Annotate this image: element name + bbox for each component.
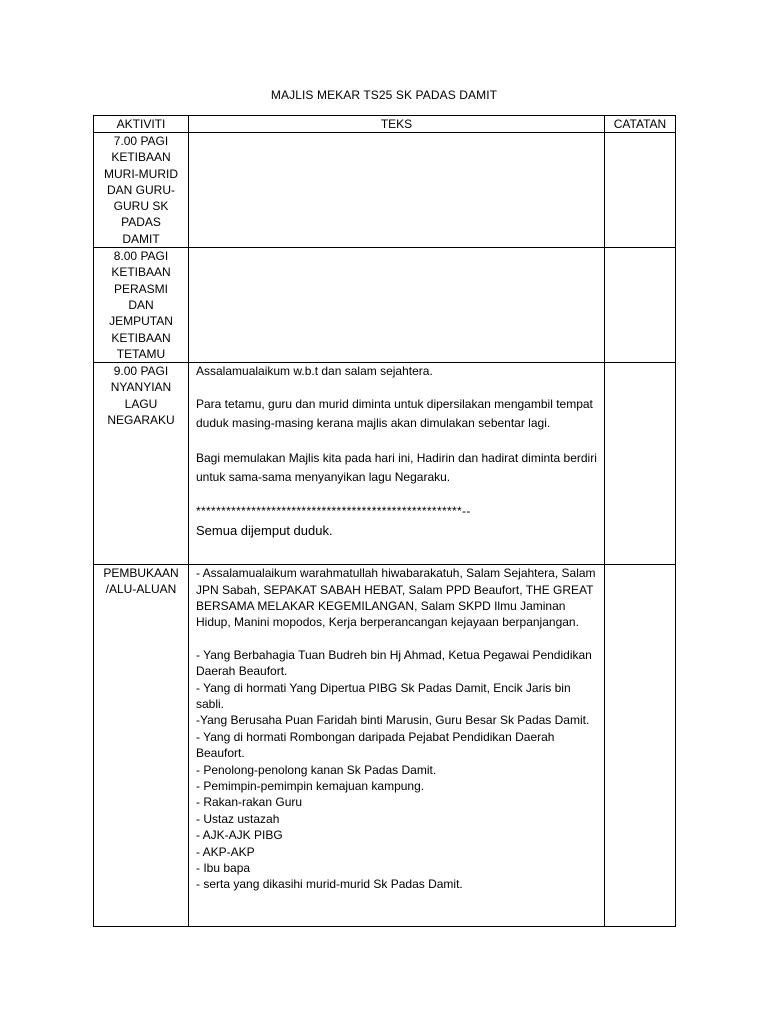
activity-line: TETAMU [116,346,166,361]
activity-line: PERASMI [113,281,168,296]
list-item: - AKP-AKP [196,844,255,859]
activity-cell [94,133,189,248]
table-header-row [94,116,676,133]
activity-line: /ALU-ALUAN [105,582,177,597]
activity-line: GURU SK [113,199,169,214]
list-item: - Ibu bapa [196,861,251,876]
header-aktiviti: AKTIVITI [94,116,189,133]
note-cell [605,363,676,565]
activity-line: DAN GURU- [107,182,175,197]
be-seated-paragraph: Semua dijemput duduk. [196,522,333,538]
header-catatan: CATATAN [605,116,676,133]
separator-line: *****************************************************-- [196,503,471,518]
list-item: - Yang di hormati Yang Dipertua PIBG Sk Padas Damit, Encik Jaris bin sabli. [196,680,571,711]
activity-line: DAMIT [122,231,160,246]
header-teks: TEKS [189,116,605,133]
table-row [94,363,676,565]
activity-line: KETIBAAN [111,265,171,280]
activity-line: MURI-MURID [104,166,178,181]
note-cell [605,248,676,363]
list-item: - Rakan-rakan Guru [196,795,303,810]
activity-cell [94,363,189,565]
list-item: - Penolong-penolong kanan Sk Padas Damit. [196,762,437,777]
activity-line: 7.00 PAGI [113,134,169,148]
text-cell [189,363,605,565]
activity-line: PEMBUKAAN [103,566,179,581]
guest-list [196,647,598,893]
activity-line: PADAS [121,215,161,230]
activity-line: NYANYIAN [110,380,172,395]
activity-line: JEMPUTAN [109,314,173,329]
list-item: - Ustaz ustazah [196,811,280,826]
table-row [94,565,676,927]
text-cell [189,565,605,927]
list-item: - Yang di hormati Rombongan daripada Pejabat Pendidikan Daerah Beaufort. [196,729,555,761]
activity-line: 8.00 PAGI [113,249,169,264]
greeting-paragraph: Assalamualaikum w.b.t dan salam sejahtera. [196,364,433,379]
activity-cell [94,248,189,363]
activity-line: NEGARAKU [107,413,175,428]
activity-line: LAGU [124,396,158,411]
list-item: - AJK-AJK PIBG [196,828,283,843]
document-title: MAJLIS MEKAR TS25 SK PADAS DAMIT [270,88,498,102]
agenda-table [93,115,676,927]
anthem-paragraph: Bagi memulakan Majlis kita pada hari ini, Hadirin dan hadirat diminta berdiri untuk sama-sama menyanyikan lagu Negaraku. [196,450,597,484]
seating-paragraph: Para tetamu, guru dan murid diminta untuk dipersilakan mengambil tempat duduk masing-masing kerana majlis akan dimulakan sebentar lagi. [196,396,593,430]
activity-line: 9.00 PAGI [113,364,169,379]
list-item: -Yang Berusaha Puan Faridah binti Marusin, Guru Besar Sk Padas Damit. [196,713,590,728]
activity-line: DAN [128,297,154,312]
note-cell [605,565,676,927]
text-cell [189,133,605,248]
list-item: - Pemimpin-pemimpin kemajuan kampung. [196,779,425,794]
list-item: - Yang Berbahagia Tuan Budreh bin Hj Ahmad, Ketua Pegawai Pendidikan Daerah Beaufort. [196,647,592,679]
table-row [94,133,676,248]
salutation-paragraph: - Assalamualaikum warahmatullah hiwabarakatuh, Salam Sejahtera, Salam JPN Sabah, SEPAKAT SABAH HEBAT, Salam PPD Beaufort, THE GREAT BERSAMA MELAKAR KEGEMILANGAN, Salam SKPD Ilmu Jaminan Hidup, Manini mopodos, Kerja berperancangan kejayaan berpanjangan. [196,566,596,630]
activity-cell [94,565,189,927]
activity-line: KETIBAAN [111,330,171,345]
list-item: - serta yang dikasihi murid-murid Sk Padas Damit. [196,877,463,892]
note-cell [605,133,676,248]
text-cell [189,248,605,363]
table-row [94,248,676,363]
activity-line: KETIBAAN [111,150,171,165]
